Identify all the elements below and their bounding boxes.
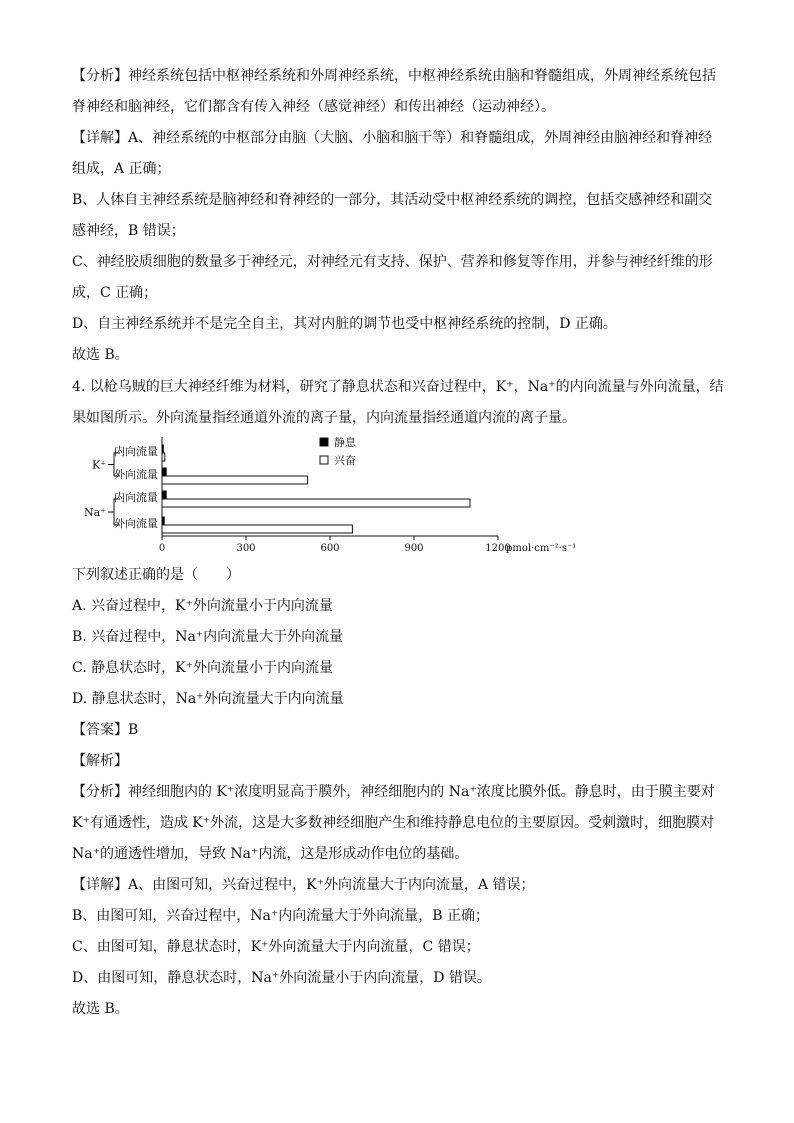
text-line: 【分析】神经细胞内的 K⁺浓度明显高于膜外，神经细胞内的 Na⁺浓度比膜外低。静息时，由于膜主要对 bbox=[72, 784, 715, 800]
x-tick-label: 900 bbox=[404, 543, 424, 554]
text-line: 【详解】A、神经系统的中枢部分由脑（大脑、小脑和脑干等）和脊髓组成，外周神经由脑神经和脊神经 bbox=[72, 130, 713, 146]
bar-excited bbox=[162, 499, 470, 507]
bar-excited bbox=[162, 476, 308, 484]
text-line: B. 兴奋过程中，Na⁺内向流量大于外向流量 bbox=[72, 629, 344, 645]
text-line: B、由图可知，兴奋过程中，Na⁺内向流量大于外向流量，B 正确； bbox=[72, 908, 490, 924]
legend-label: 静息 bbox=[334, 436, 356, 449]
x-tick-label: 600 bbox=[320, 543, 340, 554]
bar-resting bbox=[162, 517, 164, 525]
text-line: C. 静息状态时，K⁺外向流量小于内向流量 bbox=[72, 660, 333, 676]
text-line: Na⁺的通透性增加，导致 Na⁺内流，这是形成动作电位的基础。 bbox=[72, 846, 469, 862]
bar-excited bbox=[162, 453, 165, 461]
category-label: 外向流量 bbox=[114, 517, 158, 530]
bar-resting bbox=[162, 468, 166, 476]
text-line: 【解析】 bbox=[72, 753, 128, 769]
text-line: C、神经胶质细胞的数量多于神经元，对神经元有支持、保护、营养和修复等作用，并参与神经纤维的形 bbox=[72, 254, 713, 270]
ion-flux-chart bbox=[72, 433, 577, 558]
text-line: A. 兴奋过程中，K⁺外向流量小于内向流量 bbox=[72, 598, 333, 614]
text-line: 故选 B。 bbox=[72, 347, 129, 363]
x-unit-label: pmol·cm⁻²·s⁻¹ bbox=[506, 543, 577, 554]
x-tick-label: 1200 bbox=[485, 543, 511, 554]
text-line: 果如图所示。外向流量指经通道外流的离子量，内向流量指经通道内流的离子量。 bbox=[72, 410, 576, 426]
text-line: 【详解】A、由图可知，兴奋过程中，K⁺外向流量大于内向流量，A 错误； bbox=[72, 877, 535, 893]
text-line: C、由图可知，静息状态时，K⁺外向流量大于内向流量，C 错误； bbox=[72, 939, 480, 955]
bar-resting bbox=[162, 445, 163, 453]
text-line: 成，C 正确； bbox=[72, 285, 158, 301]
bar-excited bbox=[162, 525, 352, 533]
ion-label: K⁺ bbox=[91, 458, 106, 472]
text-line: B、人体自主神经系统是脑神经和脊神经的一部分，其活动受中枢神经系统的调控，包括交感神经和副交 bbox=[72, 192, 713, 208]
text-line: 组成，A 正确； bbox=[72, 161, 171, 177]
text-line: 【答案】B bbox=[72, 722, 139, 738]
category-label: 内向流量 bbox=[114, 491, 158, 504]
text-line: 感神经，B 错误； bbox=[72, 223, 185, 239]
text-line: D、由图可知，静息状态时，Na⁺外向流量小于内向流量，D 错误。 bbox=[72, 970, 491, 986]
text-line: 下列叙述正确的是（ ） bbox=[72, 567, 240, 583]
text-line: 故选 B。 bbox=[72, 1001, 129, 1017]
text-line: 脊神经和脑神经，它们都含有传入神经（感觉神经）和传出神经（运动神经）。 bbox=[72, 99, 555, 115]
x-tick-label: 0 bbox=[158, 543, 166, 554]
ion-label: Na⁺ bbox=[84, 506, 106, 519]
ion-flux-chart-svg bbox=[72, 433, 577, 558]
text-line: K⁺有通透性，造成 K⁺外流，这是大多数神经细胞产生和维持静息电位的主要原因。受刺激时，细胞膜对 bbox=[72, 815, 715, 831]
text-line: D、自主神经系统并不是完全自主，其对内脏的调节也受中枢神经系统的控制，D 正确。 bbox=[72, 316, 617, 332]
x-tick-label: 300 bbox=[236, 543, 256, 554]
legend-swatch bbox=[320, 456, 328, 464]
text-line: 【分析】神经系统包括中枢神经系统和外周神经系统，中枢神经系统由脑和脊髓组成，外周神经系统包括 bbox=[72, 68, 716, 84]
bar-resting bbox=[162, 491, 166, 499]
text-line: 4. 以枪乌贼的巨大神经纤维为材料，研究了静息状态和兴奋过程中，K⁺，Na⁺的内向流量与外向流量，结 bbox=[72, 379, 724, 395]
category-label: 外向流量 bbox=[114, 468, 158, 481]
legend-label: 兴奋 bbox=[334, 454, 356, 467]
legend-swatch bbox=[320, 438, 328, 446]
text-line: D. 静息状态时，Na⁺外向流量大于内向流量 bbox=[72, 691, 344, 707]
category-label: 内向流量 bbox=[114, 445, 158, 458]
